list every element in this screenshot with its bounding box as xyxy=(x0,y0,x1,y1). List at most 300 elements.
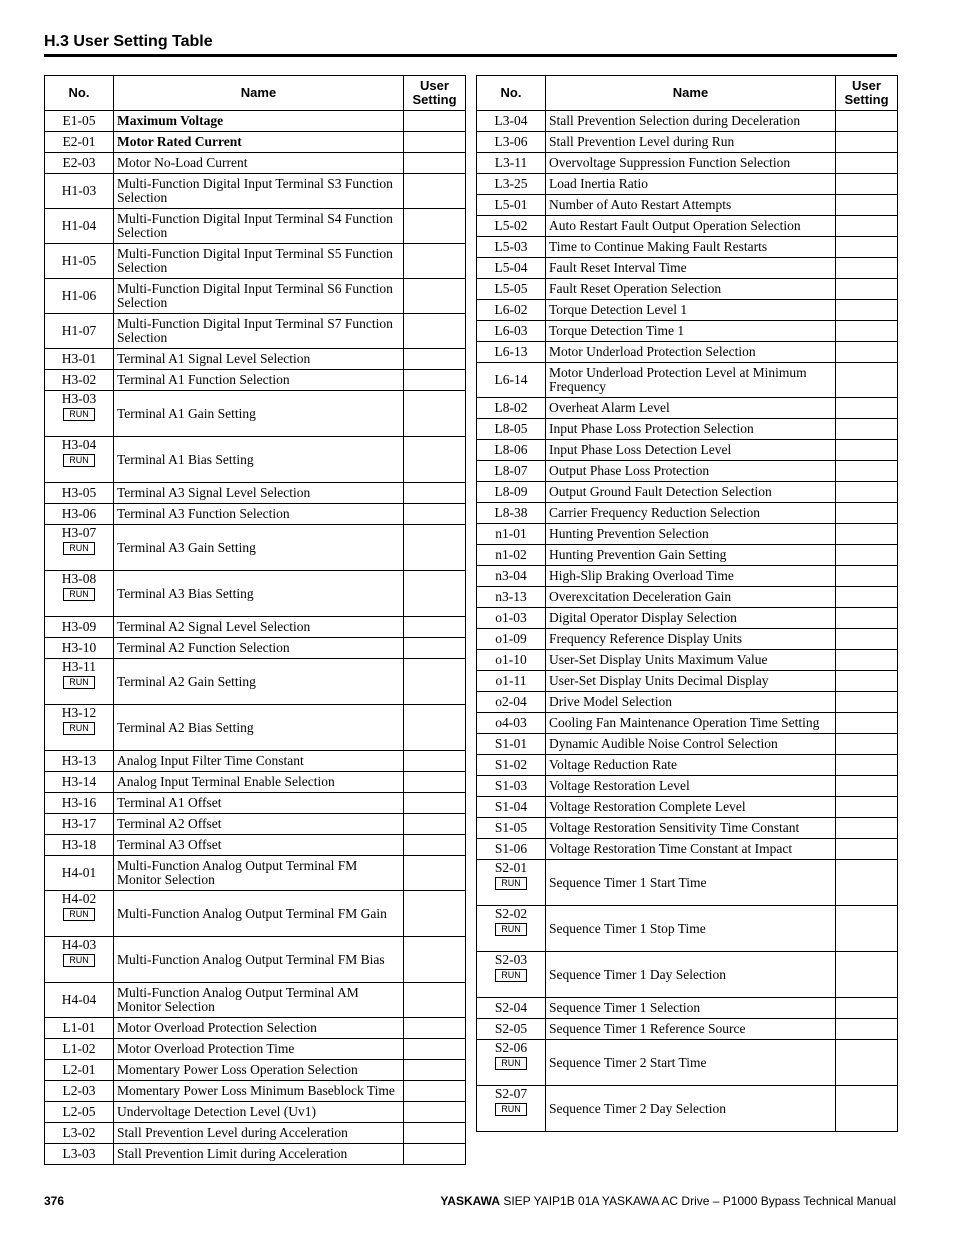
table-header-row xyxy=(45,76,466,111)
user-setting-cell[interactable] xyxy=(836,342,898,363)
user-setting-cell[interactable] xyxy=(836,321,898,342)
table-row xyxy=(477,671,898,692)
parameter-number: H3-06 xyxy=(61,506,97,521)
parameter-number-cell xyxy=(477,952,546,998)
parameter-name: Terminal A2 Gain Setting xyxy=(114,659,404,705)
parameter-number: H3-07 xyxy=(61,525,97,540)
table-row xyxy=(45,1102,466,1123)
table-row xyxy=(45,437,466,483)
parameter-name: Sequence Timer 2 Start Time xyxy=(546,1040,836,1086)
table-row xyxy=(477,587,898,608)
parameter-number: H4-04 xyxy=(61,992,97,1007)
user-setting-cell[interactable] xyxy=(836,608,898,629)
user-setting-cell[interactable] xyxy=(404,132,466,153)
table-row xyxy=(45,638,466,659)
user-setting-cell[interactable] xyxy=(404,209,466,244)
parameter-number-cell xyxy=(477,153,546,174)
user-setting-cell[interactable] xyxy=(404,856,466,891)
parameter-name: Input Phase Loss Detection Level xyxy=(546,440,836,461)
parameter-number: H3-17 xyxy=(61,816,97,831)
parameter-name: Terminal A2 Offset xyxy=(114,814,404,835)
parameter-number-cell xyxy=(45,891,114,937)
user-setting-cell[interactable] xyxy=(404,617,466,638)
parameter-number-cell xyxy=(477,1019,546,1040)
parameter-name: High-Slip Braking Overload Time xyxy=(546,566,836,587)
table-row xyxy=(477,482,898,503)
user-setting-cell[interactable] xyxy=(404,1018,466,1039)
parameter-number-cell xyxy=(477,860,546,906)
parameter-number: S1-06 xyxy=(494,841,528,856)
parameter-name: Dynamic Audible Noise Control Selection xyxy=(546,734,836,755)
parameter-number-cell xyxy=(45,153,114,174)
user-setting-cell[interactable] xyxy=(404,638,466,659)
parameter-number-cell xyxy=(45,835,114,856)
parameter-name: Terminal A1 Offset xyxy=(114,793,404,814)
user-setting-cell[interactable] xyxy=(836,440,898,461)
parameter-name: Motor Rated Current xyxy=(114,132,404,153)
parameter-name: Carrier Frequency Reduction Selection xyxy=(546,503,836,524)
table-row xyxy=(45,483,466,504)
parameter-name: Overvoltage Suppression Function Selection xyxy=(546,153,836,174)
parameter-name: Terminal A2 Signal Level Selection xyxy=(114,617,404,638)
parameter-number: H3-16 xyxy=(61,795,97,810)
user-setting-cell[interactable] xyxy=(836,216,898,237)
table-row xyxy=(45,856,466,891)
table-row xyxy=(477,713,898,734)
run-badge: RUN xyxy=(495,877,527,890)
user-setting-cell[interactable] xyxy=(836,398,898,419)
user-setting-cell[interactable] xyxy=(836,797,898,818)
parameter-number-cell xyxy=(45,111,114,132)
parameter-number: H3-14 xyxy=(61,774,97,789)
table-row xyxy=(477,906,898,952)
user-setting-cell[interactable] xyxy=(836,300,898,321)
table-row xyxy=(477,195,898,216)
user-setting-cell[interactable] xyxy=(836,755,898,776)
parameter-name: Motor Underload Protection Selection xyxy=(546,342,836,363)
user-setting-cell[interactable] xyxy=(404,571,466,617)
parameter-number: L2-03 xyxy=(62,1083,96,1098)
parameter-name: Drive Model Selection xyxy=(546,692,836,713)
user-setting-cell[interactable] xyxy=(404,349,466,370)
parameter-number: L3-04 xyxy=(494,113,528,128)
parameter-number-cell xyxy=(477,1040,546,1086)
table-row xyxy=(477,629,898,650)
parameter-name: Stall Prevention Level during Run xyxy=(546,132,836,153)
parameter-number: H3-05 xyxy=(61,485,97,500)
parameter-name: Multi-Function Digital Input Terminal S7 Function Selection xyxy=(114,314,404,349)
user-setting-cell[interactable] xyxy=(836,363,898,398)
column-header-no: No. xyxy=(45,76,114,111)
table-row xyxy=(477,1040,898,1086)
parameter-number-cell xyxy=(477,342,546,363)
table-row xyxy=(45,525,466,571)
table-row xyxy=(45,705,466,751)
user-setting-cell[interactable] xyxy=(404,983,466,1018)
parameter-number-cell xyxy=(45,814,114,835)
parameter-number: S1-02 xyxy=(494,757,528,772)
table-row xyxy=(45,751,466,772)
table-row xyxy=(477,818,898,839)
run-badge: RUN xyxy=(63,722,95,735)
run-badge: RUN xyxy=(63,676,95,689)
table-row xyxy=(45,370,466,391)
parameter-number: S2-04 xyxy=(494,1000,528,1015)
parameter-number-cell xyxy=(477,461,546,482)
user-setting-cell[interactable] xyxy=(404,391,466,437)
user-setting-cell[interactable] xyxy=(836,153,898,174)
user-setting-cell[interactable] xyxy=(836,279,898,300)
parameter-number-cell xyxy=(477,755,546,776)
user-setting-cell[interactable] xyxy=(836,1019,898,1040)
user-setting-cell[interactable] xyxy=(404,244,466,279)
heading-rule xyxy=(44,54,897,57)
user-setting-cell[interactable] xyxy=(404,370,466,391)
parameter-number: L5-01 xyxy=(494,197,528,212)
parameter-number: S2-07 xyxy=(494,1086,528,1101)
parameter-number-cell xyxy=(477,258,546,279)
user-setting-cell[interactable] xyxy=(836,671,898,692)
user-setting-cell[interactable] xyxy=(404,504,466,525)
parameter-number-cell xyxy=(477,818,546,839)
table-row xyxy=(45,659,466,705)
user-setting-cell[interactable] xyxy=(836,195,898,216)
parameter-name: Maximum Voltage xyxy=(114,111,404,132)
parameter-name: Sequence Timer 1 Selection xyxy=(546,998,836,1019)
table-row xyxy=(45,111,466,132)
parameter-number: H4-02 xyxy=(61,891,97,906)
parameter-number-cell xyxy=(477,776,546,797)
table-row xyxy=(45,793,466,814)
user-setting-cell[interactable] xyxy=(404,937,466,983)
user-setting-cell[interactable] xyxy=(404,772,466,793)
user-setting-cell[interactable] xyxy=(836,1086,898,1132)
user-setting-cell[interactable] xyxy=(404,1039,466,1060)
user-setting-cell[interactable] xyxy=(404,1102,466,1123)
parameter-number-cell xyxy=(477,545,546,566)
user-setting-cell[interactable] xyxy=(404,814,466,835)
table-row xyxy=(45,1039,466,1060)
parameter-number-cell xyxy=(45,483,114,504)
parameter-number: L6-02 xyxy=(494,302,528,317)
parameter-name: Voltage Restoration Sensitivity Time Constant xyxy=(546,818,836,839)
user-setting-cell[interactable] xyxy=(836,713,898,734)
parameter-number: L6-14 xyxy=(494,372,528,387)
section-heading: H.3 User Setting Table xyxy=(44,33,213,50)
run-badge: RUN xyxy=(63,408,95,421)
parameter-name: User-Set Display Units Maximum Value xyxy=(546,650,836,671)
user-setting-cell[interactable] xyxy=(836,998,898,1019)
user-setting-cell[interactable] xyxy=(404,174,466,209)
user-setting-cell[interactable] xyxy=(404,314,466,349)
table-row xyxy=(477,566,898,587)
user-setting-cell[interactable] xyxy=(836,860,898,906)
user-setting-cell[interactable] xyxy=(404,751,466,772)
footer-text: SIEP YAIP1B 01A YASKAWA AC Drive – P1000 Bypass Technical Manual xyxy=(503,1194,896,1208)
parameter-number: S2-05 xyxy=(494,1021,528,1036)
user-setting-cell[interactable] xyxy=(404,279,466,314)
parameter-number-cell xyxy=(45,1144,114,1165)
parameter-name: Sequence Timer 1 Stop Time xyxy=(546,906,836,952)
parameter-number-cell xyxy=(477,524,546,545)
parameter-name: Terminal A2 Bias Setting xyxy=(114,705,404,751)
run-badge: RUN xyxy=(495,1103,527,1116)
table-row xyxy=(477,398,898,419)
user-setting-cell[interactable] xyxy=(836,818,898,839)
user-setting-cell[interactable] xyxy=(836,545,898,566)
user-setting-cell[interactable] xyxy=(836,503,898,524)
parameter-number: L5-04 xyxy=(494,260,528,275)
parameter-number-cell xyxy=(45,525,114,571)
parameter-number: L5-02 xyxy=(494,218,528,233)
user-setting-cell[interactable] xyxy=(404,525,466,571)
run-badge: RUN xyxy=(63,588,95,601)
table-row xyxy=(45,937,466,983)
parameter-number-cell xyxy=(477,482,546,503)
user-setting-cell[interactable] xyxy=(404,111,466,132)
column-header-name: Name xyxy=(114,76,404,111)
parameter-number: S1-01 xyxy=(494,736,528,751)
parameter-number: H3-02 xyxy=(61,372,97,387)
parameter-number: o2-04 xyxy=(495,694,527,709)
parameter-name: Torque Detection Time 1 xyxy=(546,321,836,342)
table-row xyxy=(477,1086,898,1132)
parameter-number: E2-03 xyxy=(62,155,96,170)
table-row xyxy=(45,174,466,209)
parameter-number-cell xyxy=(477,734,546,755)
parameter-number-cell xyxy=(45,1102,114,1123)
parameter-number-cell xyxy=(45,705,114,751)
parameter-number: H3-18 xyxy=(61,837,97,852)
user-setting-cell[interactable] xyxy=(404,153,466,174)
parameter-number: L3-03 xyxy=(62,1146,96,1161)
user-setting-cell[interactable] xyxy=(836,566,898,587)
parameter-number-cell xyxy=(477,566,546,587)
parameter-number: E2-01 xyxy=(62,134,96,149)
user-setting-cell[interactable] xyxy=(836,734,898,755)
parameter-number: S2-06 xyxy=(494,1040,528,1055)
run-badge: RUN xyxy=(63,454,95,467)
parameter-name: Output Phase Loss Protection xyxy=(546,461,836,482)
table-row xyxy=(477,153,898,174)
parameter-name: Stall Prevention Selection during Deceleration xyxy=(546,111,836,132)
parameter-number-cell xyxy=(45,504,114,525)
parameter-number: n3-04 xyxy=(495,568,527,583)
parameter-number-cell xyxy=(45,571,114,617)
parameter-name: Terminal A3 Signal Level Selection xyxy=(114,483,404,504)
table-row xyxy=(477,650,898,671)
table-row xyxy=(477,776,898,797)
user-setting-cell[interactable] xyxy=(836,839,898,860)
user-setting-cell[interactable] xyxy=(404,1081,466,1102)
parameter-name: Momentary Power Loss Minimum Baseblock Time xyxy=(114,1081,404,1102)
parameter-name: Motor No-Load Current xyxy=(114,153,404,174)
run-badge: RUN xyxy=(63,954,95,967)
user-setting-cell[interactable] xyxy=(836,482,898,503)
parameter-number: S1-04 xyxy=(494,799,528,814)
user-setting-table-right xyxy=(476,75,898,1132)
parameter-number-cell xyxy=(477,300,546,321)
table-row xyxy=(477,321,898,342)
parameter-name: Multi-Function Digital Input Terminal S3 Function Selection xyxy=(114,174,404,209)
table-row xyxy=(477,545,898,566)
table-row xyxy=(477,860,898,906)
parameter-number: L3-02 xyxy=(62,1125,96,1140)
parameter-number: o1-10 xyxy=(495,652,527,667)
parameter-number-cell xyxy=(477,650,546,671)
parameter-number-cell xyxy=(477,629,546,650)
parameter-number-cell xyxy=(477,440,546,461)
user-setting-cell[interactable] xyxy=(836,461,898,482)
table-row xyxy=(477,461,898,482)
table-row xyxy=(477,237,898,258)
parameter-number-cell xyxy=(45,370,114,391)
table-row xyxy=(45,209,466,244)
parameter-number: H1-07 xyxy=(61,323,97,338)
parameter-number: L8-38 xyxy=(494,505,528,520)
parameter-name: Terminal A3 Function Selection xyxy=(114,504,404,525)
parameter-name: Terminal A1 Gain Setting xyxy=(114,391,404,437)
run-badge: RUN xyxy=(495,969,527,982)
user-setting-cell[interactable] xyxy=(404,437,466,483)
parameter-number-cell xyxy=(45,1081,114,1102)
user-setting-cell[interactable] xyxy=(836,174,898,195)
parameter-name: Terminal A2 Function Selection xyxy=(114,638,404,659)
parameter-number: H3-01 xyxy=(61,351,97,366)
parameter-number: L8-09 xyxy=(494,484,528,499)
parameter-name: Sequence Timer 1 Reference Source xyxy=(546,1019,836,1040)
user-setting-cell[interactable] xyxy=(404,659,466,705)
table-row xyxy=(45,391,466,437)
run-badge: RUN xyxy=(495,1057,527,1070)
user-setting-cell[interactable] xyxy=(404,705,466,751)
user-setting-cell[interactable] xyxy=(836,776,898,797)
parameter-name: Cooling Fan Maintenance Operation Time Setting xyxy=(546,713,836,734)
parameter-name: Voltage Restoration Time Constant at Impact xyxy=(546,839,836,860)
parameter-number: L3-25 xyxy=(494,176,528,191)
table-row xyxy=(477,839,898,860)
parameter-number-cell xyxy=(45,772,114,793)
user-setting-cell[interactable] xyxy=(836,692,898,713)
parameter-number: L2-05 xyxy=(62,1104,96,1119)
user-setting-cell[interactable] xyxy=(404,1144,466,1165)
user-setting-cell[interactable] xyxy=(836,111,898,132)
parameter-name: Overheat Alarm Level xyxy=(546,398,836,419)
parameter-name: Time to Continue Making Fault Restarts xyxy=(546,237,836,258)
table-row xyxy=(45,835,466,856)
user-setting-cell[interactable] xyxy=(404,483,466,504)
parameter-name: Digital Operator Display Selection xyxy=(546,608,836,629)
parameter-name: Terminal A1 Signal Level Selection xyxy=(114,349,404,370)
run-badge: RUN xyxy=(63,542,95,555)
parameter-number: L6-13 xyxy=(494,344,528,359)
parameter-number-cell xyxy=(477,111,546,132)
parameter-name: Terminal A3 Bias Setting xyxy=(114,571,404,617)
table-row xyxy=(45,153,466,174)
table-row xyxy=(45,504,466,525)
parameter-number-cell xyxy=(477,587,546,608)
parameter-number: S2-03 xyxy=(494,952,528,967)
user-setting-cell[interactable] xyxy=(836,1040,898,1086)
table-row xyxy=(45,314,466,349)
table-row xyxy=(45,814,466,835)
parameter-number-cell xyxy=(45,244,114,279)
user-setting-cell[interactable] xyxy=(404,793,466,814)
parameter-number-cell xyxy=(45,1018,114,1039)
parameter-number-cell xyxy=(45,638,114,659)
parameter-number-cell xyxy=(45,751,114,772)
parameter-number: H3-10 xyxy=(61,640,97,655)
parameter-number-cell xyxy=(45,793,114,814)
parameter-number-cell xyxy=(477,608,546,629)
parameter-number-cell xyxy=(45,856,114,891)
parameter-name: Terminal A1 Function Selection xyxy=(114,370,404,391)
parameter-name: Load Inertia Ratio xyxy=(546,174,836,195)
parameter-number-cell xyxy=(477,279,546,300)
parameter-number-cell xyxy=(45,132,114,153)
parameter-number: H3-04 xyxy=(61,437,97,452)
parameter-number: o1-09 xyxy=(495,631,527,646)
parameter-name: Motor Overload Protection Time xyxy=(114,1039,404,1060)
user-setting-cell[interactable] xyxy=(836,952,898,998)
parameter-number-cell xyxy=(45,1060,114,1081)
parameter-name: Voltage Restoration Level xyxy=(546,776,836,797)
user-setting-cell[interactable] xyxy=(404,891,466,937)
table-row xyxy=(477,258,898,279)
user-setting-cell[interactable] xyxy=(836,419,898,440)
table-row xyxy=(477,300,898,321)
parameter-name: Multi-Function Analog Output Terminal AM Monitor Selection xyxy=(114,983,404,1018)
user-setting-cell[interactable] xyxy=(836,524,898,545)
parameter-name: Overexcitation Deceleration Gain xyxy=(546,587,836,608)
user-setting-cell[interactable] xyxy=(836,258,898,279)
user-setting-cell[interactable] xyxy=(404,1123,466,1144)
table-row xyxy=(45,617,466,638)
parameter-name: Terminal A1 Bias Setting xyxy=(114,437,404,483)
parameter-name: Stall Prevention Level during Acceleration xyxy=(114,1123,404,1144)
parameter-number: H1-06 xyxy=(61,288,97,303)
user-setting-cell[interactable] xyxy=(836,237,898,258)
user-setting-cell[interactable] xyxy=(404,835,466,856)
parameter-name: Motor Overload Protection Selection xyxy=(114,1018,404,1039)
parameter-number-cell xyxy=(45,314,114,349)
parameter-name: Hunting Prevention Gain Setting xyxy=(546,545,836,566)
user-setting-cell[interactable] xyxy=(836,587,898,608)
parameter-number: H1-05 xyxy=(61,253,97,268)
parameter-number: o1-03 xyxy=(495,610,527,625)
parameter-number-cell xyxy=(477,998,546,1019)
parameter-number-cell xyxy=(45,349,114,370)
parameter-name: Undervoltage Detection Level (Uv1) xyxy=(114,1102,404,1123)
parameter-name: Sequence Timer 1 Start Time xyxy=(546,860,836,906)
parameter-number-cell xyxy=(477,363,546,398)
parameter-number: H3-13 xyxy=(61,753,97,768)
table-row xyxy=(477,608,898,629)
user-setting-cell[interactable] xyxy=(404,1060,466,1081)
parameter-number: L6-03 xyxy=(494,323,528,338)
user-setting-cell[interactable] xyxy=(836,906,898,952)
parameter-number-cell xyxy=(45,174,114,209)
user-setting-cell[interactable] xyxy=(836,132,898,153)
parameter-number-cell xyxy=(477,237,546,258)
parameter-number: n1-01 xyxy=(495,526,527,541)
table-row xyxy=(477,1019,898,1040)
parameter-number: H1-03 xyxy=(61,183,97,198)
parameter-name: Frequency Reference Display Units xyxy=(546,629,836,650)
user-setting-cell[interactable] xyxy=(836,650,898,671)
user-setting-cell[interactable] xyxy=(836,629,898,650)
table-row xyxy=(477,998,898,1019)
